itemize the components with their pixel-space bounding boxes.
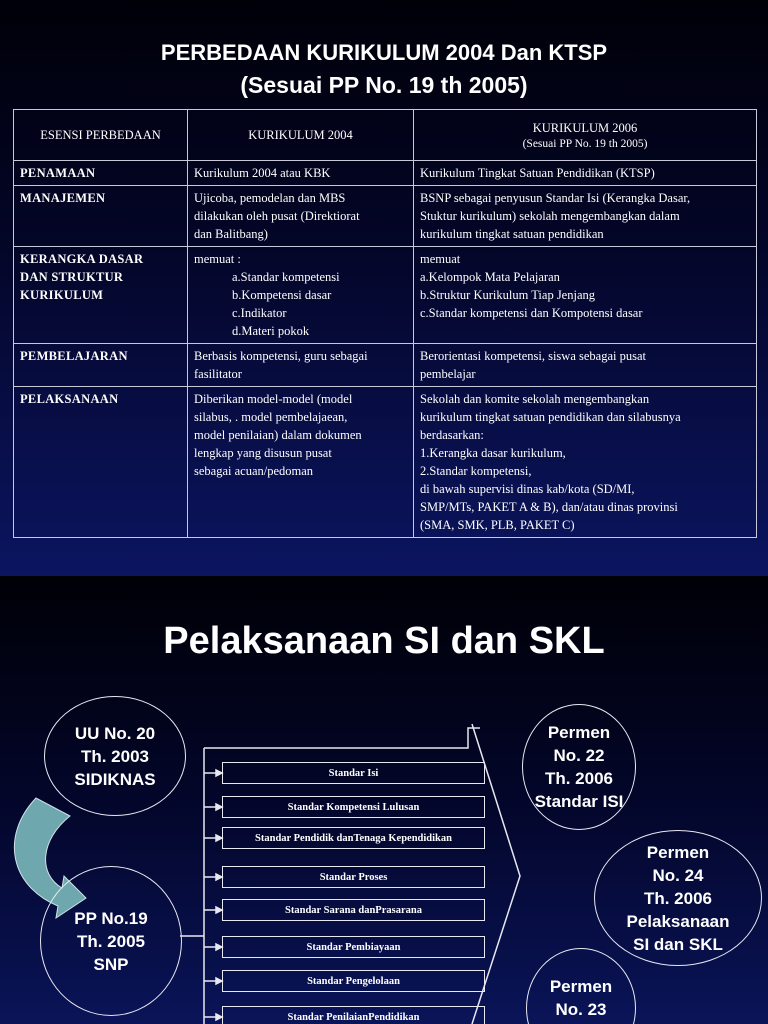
cell-line: dilakukan oleh pusat (Direktiorat	[194, 209, 360, 223]
circle-line: SI dan SKL	[633, 934, 723, 954]
cell-line: c.Standar kompetensi dan Kompotensi dasar	[420, 306, 643, 320]
cell-line: silabus, . model pembelajaean,	[194, 410, 348, 424]
circle-line: No. 24	[652, 865, 704, 885]
cell-line: di bawah supervisi dinas kab/kota (SD/MI,	[420, 482, 635, 496]
slide1-subtitle: (Sesuai PP No. 19 th 2005)	[240, 72, 528, 98]
standard-box: Standar Proses	[222, 866, 485, 888]
circle-line: No. 23	[555, 1000, 607, 1019]
cell-line: Berorientasi kompetensi, siswa sebagai pusat	[420, 349, 646, 363]
standard-box: Standar Kompetensi Lulusan	[222, 796, 485, 818]
circle-line: UU No. 20	[74, 723, 156, 743]
cell-line: model penilaian) dalam dokumen	[194, 428, 362, 442]
standard-box: Standar PenilaianPendidikan	[222, 1006, 485, 1024]
cell-line: Sekolah dan komite sekolah mengembangkan	[420, 392, 650, 406]
circle-line: Th. 2005	[76, 931, 146, 951]
circle-permen-22	[522, 704, 636, 830]
table-row	[14, 387, 757, 538]
cell-line: sebagai acuan/pedoman	[194, 464, 314, 478]
circle-line: Th. 2006	[643, 888, 713, 908]
cell-2004	[188, 387, 414, 538]
header-kurikulum-2004: KURIKULUM 2004	[188, 110, 414, 161]
list-item: c.Indikator	[232, 306, 287, 320]
circle-line: Th. 2003	[80, 746, 150, 766]
table-row	[14, 344, 757, 387]
standard-box: Standar Pengelolaan	[222, 970, 485, 992]
standard-box: Standar Isi	[222, 762, 485, 784]
cell-line: BSNP sebagai penyusun Standar Isi (Kerangka Dasar,	[420, 191, 691, 205]
cell-2004	[188, 247, 414, 344]
label-line: DAN STRUKTUR	[20, 270, 124, 284]
slide1-title: PERBEDAAN KURIKULUM 2004 Dan KTSP	[160, 40, 608, 65]
circle-line: Pelaksanaan	[626, 911, 730, 931]
cell-line: Berbasis kompetensi, guru sebagai	[194, 349, 368, 363]
circle-line: SIDIKNAS	[74, 769, 156, 789]
cell-2004	[188, 344, 414, 387]
cell-2006	[414, 186, 757, 247]
cell-line: b.Struktur Kurikulum Tiap Jenjang	[420, 288, 596, 302]
circle-line: SNP	[93, 954, 129, 974]
label-line: KURIKULUM	[20, 288, 104, 302]
cell-line: lengkap yang disusun pusat	[194, 446, 332, 460]
cell-line: fasilitator	[194, 367, 242, 381]
header-esensi: ESENSI PERBEDAAN	[14, 110, 188, 161]
cell-line: Diberikan model-model (model	[194, 392, 353, 406]
cell-2006	[414, 247, 757, 344]
row-label-manajemen: MANAJEMEN	[14, 186, 188, 247]
cell-2004	[188, 186, 414, 247]
cell-line: kurikulum tingkat satuan pendidikan	[420, 227, 604, 241]
cell-2006	[414, 387, 757, 538]
standard-box: Standar Pembiayaan	[222, 936, 485, 958]
slide2-title: Pelaksanaan SI dan SKL	[163, 620, 605, 662]
table-header-row	[14, 110, 757, 161]
standard-box: Standar Sarana danPrasarana	[222, 899, 485, 921]
list-item: b.Kompetensi dasar	[232, 288, 332, 302]
circle-line: No. 22	[553, 746, 605, 765]
cell-line: Kurikulum 2004 atau KBK	[194, 166, 331, 180]
row-label-penamaan: PENAMAAN	[14, 161, 188, 186]
list-item: a.Standar kompetensi	[232, 270, 340, 284]
row-label-pembelajaran: PEMBELAJARAN	[14, 344, 188, 387]
standard-box: Standar Pendidik danTenaga Kependidikan	[222, 827, 485, 849]
circle-pp-19	[40, 866, 182, 1016]
cell-line: SMP/MTs, PAKET A & B), dan/atau dinas provinsi	[420, 500, 678, 514]
circle-line: Permen	[549, 977, 613, 996]
circle-permen-24	[594, 830, 762, 966]
cell-line: (SMA, SMK, PLB, PAKET C)	[420, 518, 575, 532]
header-kurikulum-2006	[414, 110, 757, 161]
circle-line: Permen	[646, 842, 710, 862]
bracket-line	[204, 728, 480, 748]
header-2006-subtitle: (Sesuai PP No. 19 th 2005)	[522, 137, 648, 150]
cell-line: berdasarkan:	[420, 428, 484, 442]
row-label-pelaksanaan: PELAKSANAAN	[14, 387, 188, 538]
circle-line: Th. 2006	[544, 769, 614, 788]
cell-line: a.Kelompok Mata Pelajaran	[420, 270, 560, 284]
cell-2004	[188, 161, 414, 186]
row-label-kerangka	[14, 247, 188, 344]
cell-line: kurikulum tingkat satuan pendidikan dan silabusnya	[420, 410, 681, 424]
circle-line: Permen	[547, 723, 611, 742]
cell-line: Ujicoba, pemodelan dan MBS	[194, 191, 346, 205]
cell-line: dan Balitbang)	[194, 227, 268, 241]
comparison-table	[13, 109, 757, 538]
label-line: KERANGKA DASAR	[20, 252, 144, 266]
cell-line: 2.Standar kompetensi,	[420, 464, 532, 478]
cell-line: Kurikulum Tingkat Satuan Pendidikan (KTSP)	[420, 166, 655, 180]
cell-line: 1.Kerangka dasar kurikulum,	[420, 446, 566, 460]
table-row	[14, 247, 757, 344]
cell-line: memuat :	[194, 252, 241, 266]
circle-uu-20	[44, 696, 186, 816]
header-2006-title: KURIKULUM 2006	[532, 120, 638, 135]
cell-line: memuat	[420, 252, 461, 266]
list-item: d.Materi pokok	[232, 324, 310, 338]
cell-line: pembelajar	[420, 367, 476, 381]
cell-2006	[414, 344, 757, 387]
cell-line: Stuktur kurikulum) sekolah mengembangkan dalam	[420, 209, 680, 223]
table-row	[14, 186, 757, 247]
circle-line: PP No.19	[74, 908, 148, 928]
diagram-slide	[0, 576, 768, 1024]
circle-line: Standar ISI	[534, 792, 624, 811]
branch-arrows	[180, 770, 222, 1020]
cell-2006	[414, 161, 757, 186]
table-row	[14, 161, 757, 186]
